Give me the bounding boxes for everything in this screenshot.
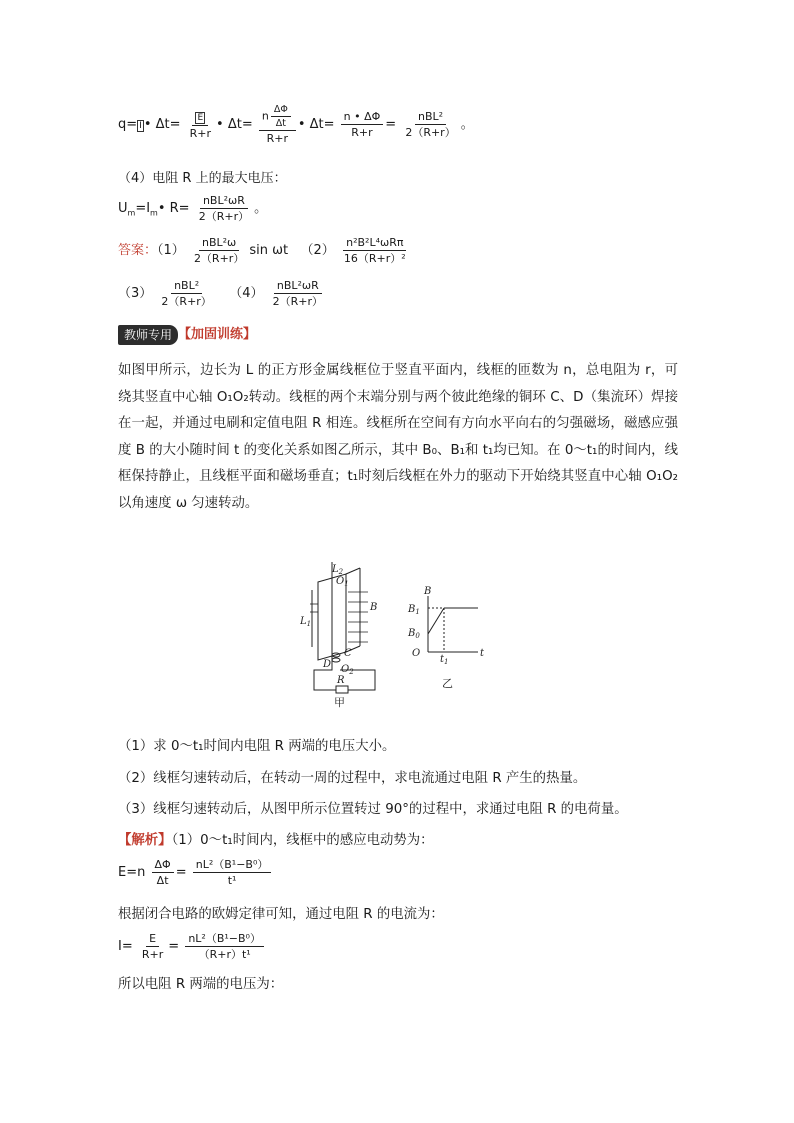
eq-text: • Δt= — [216, 117, 253, 132]
fraction — [193, 858, 272, 887]
frac-num: nBL² — [171, 279, 202, 294]
problem-text: 如图甲所示，边长为 L 的正方形金属线框位于竖直平面内，线框的匝数为 n，总电阻为 r，可绕其竖直中心轴 O₁O₂转动。线框的两个末端分别与两个彼此绝缘的铜环 C、D（集流环）焊接在一起，并通过电刷和定值电阻 R 相连。线框所在空间有方向水平向右的匀强磁场，磁感应强度 B 的大小随时间 t 的变化关系如图乙所示，其中 B₀、B₁和 t₁均已知。在 0～t₁的时间内，线框保持静止，且线框平面和磁场垂直；t₁时刻后线框在外力的驱动下开始绕其竖直中心轴 O₁O₂以角速度 ω 匀速转动。 — [118, 363, 678, 511]
eq-text: sin ωt — [249, 243, 289, 258]
frac-num: nBL²ωR — [200, 194, 248, 209]
ohm-text: 根据闭合电路的欧姆定律可知，通过电阻 R 的电流为： — [118, 907, 444, 922]
fraction — [341, 110, 384, 139]
label-l2: $L_2$ — [332, 564, 344, 576]
frac-num: n²B²L⁴ωRπ — [343, 236, 406, 251]
frac-num: nBL²ωR — [274, 279, 322, 294]
frac-num: ΔΦ — [271, 104, 291, 117]
question-2: （2）线框匀速转动后，在转动一周的过程中，求电流通过电阻 R 产生的热量。 — [118, 771, 587, 786]
analysis — [118, 828, 678, 855]
analysis-text: （1）0～t₁时间内，线框中的感应电动势为： — [171, 833, 434, 848]
analysis-label: 【解析】 — [118, 833, 172, 848]
label-r: R — [337, 675, 345, 686]
answer-label: 答案： — [118, 243, 158, 258]
fraction — [402, 110, 458, 139]
frac-den: 16（R+r）² — [343, 252, 406, 265]
current-equation — [118, 932, 266, 961]
label-b: B — [370, 602, 378, 613]
eq-text: （1） — [157, 243, 185, 258]
eq-text: • Δt= — [297, 117, 335, 132]
eq-text: E=n — [118, 865, 146, 880]
question-1: （1）求 0～t₁时间内电阻 R 两端的电压大小。 — [118, 739, 396, 754]
frac-num: nBL²ω — [199, 236, 239, 251]
frac-num: ΔΦ — [152, 858, 174, 873]
label-o1: $O_1$ — [336, 576, 349, 588]
fraction — [139, 932, 166, 961]
eq-text: 。 — [254, 201, 268, 216]
eq-text: q= — [118, 117, 138, 132]
frac-den: R+r — [189, 126, 212, 140]
label-b1: $B_1$ — [408, 604, 420, 616]
frac-den: 2（R+r） — [193, 252, 245, 265]
eq-text: U — [118, 201, 128, 216]
frac-den: R+r — [351, 126, 373, 139]
teacher-header — [118, 323, 256, 345]
emf-equation — [118, 858, 273, 887]
axis-b: B — [424, 586, 432, 597]
frac-num: n • ΔΦ — [341, 110, 384, 125]
charge-equation: q= I • Δt= $\frac{E}{R+r}$ • Δt= n $\frac{\Delta\Phi}{\Delta t}$ R+r • Δt= $\frac{n • \Delta\Phi}{R+r}$ = $\frac{\text{nBL²}}{2(R+r)}$ 。 — [118, 104, 474, 145]
fraction — [259, 104, 296, 145]
max-voltage-equation — [118, 194, 267, 223]
fraction — [341, 236, 409, 265]
fraction — [185, 932, 264, 961]
frac-den: 2（R+r） — [161, 295, 212, 308]
label-b0: $B_0$ — [408, 628, 420, 640]
answer-line-1 — [118, 236, 411, 265]
eq-text: =I — [135, 201, 151, 216]
eq-box: E — [197, 112, 204, 123]
question-3: （3）线框匀速转动后，从图甲所示位置转过 90°的过程中，求通过电阻 R 的电荷量。 — [118, 802, 628, 817]
axis-t: t — [480, 648, 485, 659]
eq-text: = — [175, 865, 187, 880]
eq-text: = — [168, 939, 180, 954]
fraction — [191, 236, 247, 265]
fraction — [152, 858, 174, 887]
label-c: C — [344, 648, 352, 659]
eq-sub: m — [150, 208, 158, 218]
eq-text: • R= — [157, 201, 190, 216]
frac-num: E — [146, 932, 159, 947]
figure — [300, 552, 500, 712]
label-jia: 甲 — [334, 696, 345, 709]
label-yi: 乙 — [442, 677, 453, 690]
label-t1: $t_1$ — [440, 654, 449, 666]
frac-num: nBL² — [415, 110, 446, 125]
fraction — [187, 110, 214, 140]
frac-den: 2（R+r） — [272, 295, 324, 308]
last-line: 所以电阻 R 两端的电压为： — [118, 977, 284, 992]
eq-text: n — [261, 109, 269, 123]
eq-text: （3） — [118, 286, 153, 301]
answer-line-2 — [118, 279, 328, 308]
inner-fraction — [271, 104, 291, 129]
frac-den: Δt — [156, 874, 169, 887]
frac-den: 2（R+r） — [198, 210, 250, 223]
frac-den: R+r — [141, 948, 164, 961]
frac-den: R+r — [266, 132, 289, 145]
frac-num: nL²（B¹−B⁰） — [193, 858, 272, 873]
eq-sub: m — [127, 208, 136, 218]
label-origin: O — [412, 648, 421, 659]
eq-text: （4） — [229, 286, 264, 301]
frac-den: 2（R+r） — [405, 126, 456, 139]
fraction — [196, 194, 252, 223]
frac-den: Δt — [275, 118, 286, 129]
section-title: 【加固训练】 — [178, 327, 257, 342]
frac-den: t¹ — [227, 874, 237, 887]
label-l1: $L_1$ — [300, 616, 312, 628]
fraction — [158, 279, 214, 308]
label-d: D — [323, 659, 332, 670]
eq-text: （2） — [300, 243, 335, 258]
teacher-badge: 教师专用 — [118, 325, 178, 345]
eq-text: I= — [118, 939, 133, 954]
eq-text: • Δt= — [143, 117, 181, 132]
frac-den: （R+r）t¹ — [198, 948, 251, 961]
item-4: （4）电阻 R 上的最大电压： — [118, 171, 287, 186]
frac-num: nL²（B¹−B⁰） — [185, 932, 264, 947]
fraction — [270, 279, 326, 308]
eq-box: I — [139, 121, 142, 131]
label-o2: $O_2$ — [341, 664, 354, 676]
eq-text: 。 — [460, 117, 474, 132]
